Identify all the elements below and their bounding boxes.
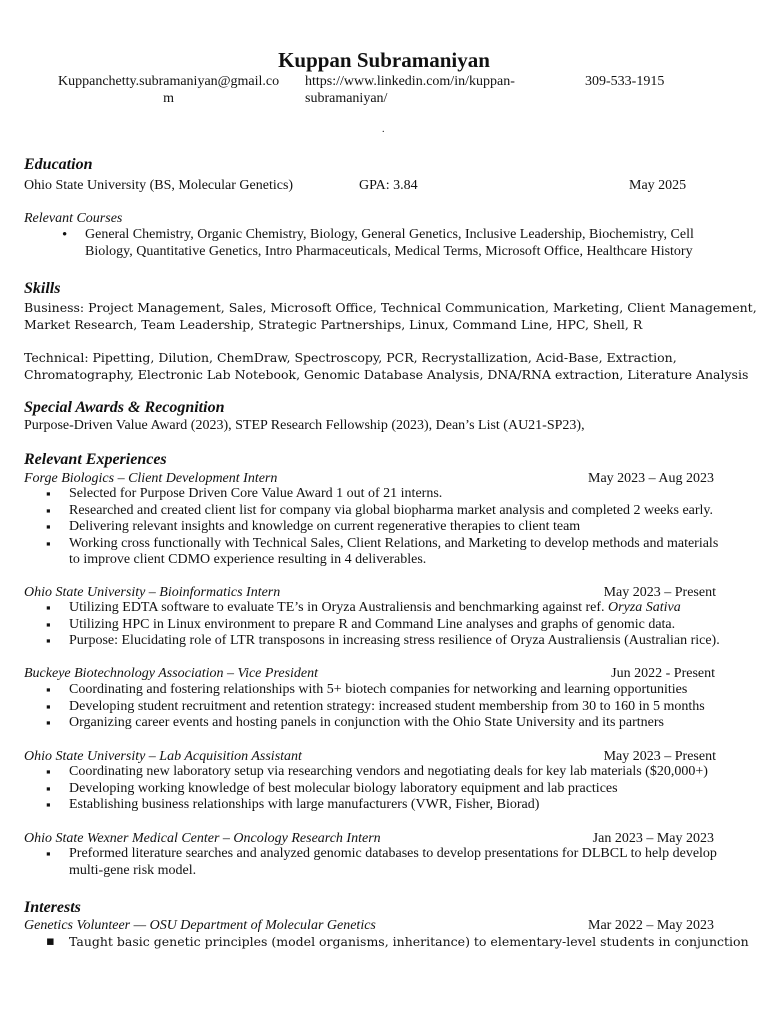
education-gpa: GPA: 3.84 [359,178,418,193]
skills-business-line-1: Business: Project Management, Sales, Microsoft Office, Technical Communication, Marketing, Client Management, [24,300,757,315]
list-item: ▪ Utilizing HPC in Linux environment to prepare R and Command Line analyses and graphs of genomic data. [24,617,720,634]
education-date: May 2025 [629,178,687,193]
email-line-2: m [163,91,175,106]
interest-title: Genetics Volunteer — OSU Department of Molecular Genetics [24,918,376,933]
email-block[interactable] [58,73,279,107]
list-item: ▪ Utilizing EDTA software to evaluate TE’s in Oryza Australiensis and benchmarking against ref. Oryza Sativa [24,600,720,617]
list-item: ▪ Developing working knowledge of best molecular biology laboratory equipment and lab practices [24,781,708,798]
courses-list [24,227,694,260]
education-school: Ohio State University (BS, Molecular Genetics) [24,178,294,193]
job-date: Jun 2022 - Present [611,666,715,681]
job-bullets [24,764,708,814]
list-item: ▪ Establishing business relationships with large manufacturers (VWR, Fisher, Biorad) [24,797,708,814]
interest-date: Mar 2022 – May 2023 [588,918,714,933]
skills-business-line-2: Market Research, Team Leadership, Strategic Partnerships, Linux, Command Line, HPC, Shell, R [24,317,643,332]
job-date: May 2023 – Present [603,585,716,600]
job-bullets [24,600,720,650]
job-title: Forge Biologics – Client Development Intern [24,471,278,486]
job-title: Ohio State Wexner Medical Center – Oncology Research Intern [24,831,381,846]
courses-heading: Relevant Courses [24,211,123,226]
list-item: ▪ Researched and created client list for company via global biopharma market analysis and completed 2 weeks early. [24,503,718,520]
job-bullets [24,682,705,732]
job-date: May 2023 – Aug 2023 [588,471,714,486]
list-item: ▪ Coordinating and fostering relationships with 5+ biotech companies for networking and learning opportunities [24,682,705,699]
awards-heading: Special Awards & Recognition [24,399,225,416]
skills-heading: Skills [24,280,61,297]
skills-technical-line-2: Chromatography, Electronic Lab Notebook, Genomic Database Analysis, DNA/RNA extraction, Literature Analysis [24,367,749,382]
list-item: ▪ Taught basic genetic principles (model organisms, inheritance) to elementary-level students in conjunction [24,934,749,951]
separator-dot: . [382,124,385,135]
list-item: ▪ Selected for Purpose Driven Core Value Award 1 out of 21 interns. [24,486,718,503]
email-line-1: Kuppanchetty.subramaniyan@gmail.co [58,74,280,89]
resume-name: Kuppan Subramaniyan [278,48,490,72]
linkedin-line-1: https://www.linkedin.com/in/kuppan- [305,74,515,89]
job-bullets [24,486,718,569]
list-item: • General Chemistry, Organic Chemistry, Biology, General Genetics, Inclusive Leadership, Biochemistry, Cell Biology, Quantitative Genetics, Intro Pharmaceuticals, Medical Terms, Microsoft Office, Healthcare History [24,227,694,260]
list-item: ▪ Delivering relevant insights and knowledge on current regenerative therapies to client team [24,519,718,536]
linkedin-line-2: subramaniyan/ [305,91,388,106]
job-title: Ohio State University – Bioinformatics Intern [24,585,281,600]
list-item: ▪ Organizing career events and hosting panels in conjunction with the Ohio State University and its partners [24,715,705,732]
awards-text: Purpose-Driven Value Award (2023), STEP Research Fellowship (2023), Dean’s List (AU21-SP23), [24,418,585,433]
job-title: Buckeye Biotechnology Association – Vice President [24,666,319,681]
interests-heading: Interests [24,899,81,916]
species-name: Oryza Sativa [608,600,681,615]
list-item: ▪ Coordinating new laboratory setup via researching vendors and negotiating deals for key lab materials ($20,000+) [24,764,708,781]
skills-technical-line-1: Technical: Pipetting, Dilution, ChemDraw, Spectroscopy, PCR, Recrystallization, Acid-Base, Extraction, [24,350,677,365]
list-item: ▪ Working cross functionally with Technical Sales, Client Relations, and Marketing to develop methods and materials to improve client CDMO experience resulting in 4 deliverables. [24,536,718,569]
education-heading: Education [24,156,93,173]
list-item: ▪ Preformed literature searches and analyzed genomic databases to develop presentations for DLBCL to help develop multi-gene risk model. [24,846,717,879]
job-title: Ohio State University – Lab Acquisition Assistant [24,749,302,764]
job-bullets [24,846,717,879]
job-date: May 2023 – Present [603,749,716,764]
list-item: ▪ Developing student recruitment and retention strategy: increased student membership from 30 to 160 in 5 months [24,699,705,716]
phone-number: 309-533-1915 [585,74,665,89]
list-item: ▪ Purpose: Elucidating role of LTR transposons in increasing stress resilience of Oryza Australiensis (Australian rice). [24,633,720,650]
job-date: Jan 2023 – May 2023 [592,831,714,846]
interest-bullets [24,934,749,951]
experience-heading: Relevant Experiences [24,451,167,468]
linkedin-block[interactable] [305,73,515,107]
